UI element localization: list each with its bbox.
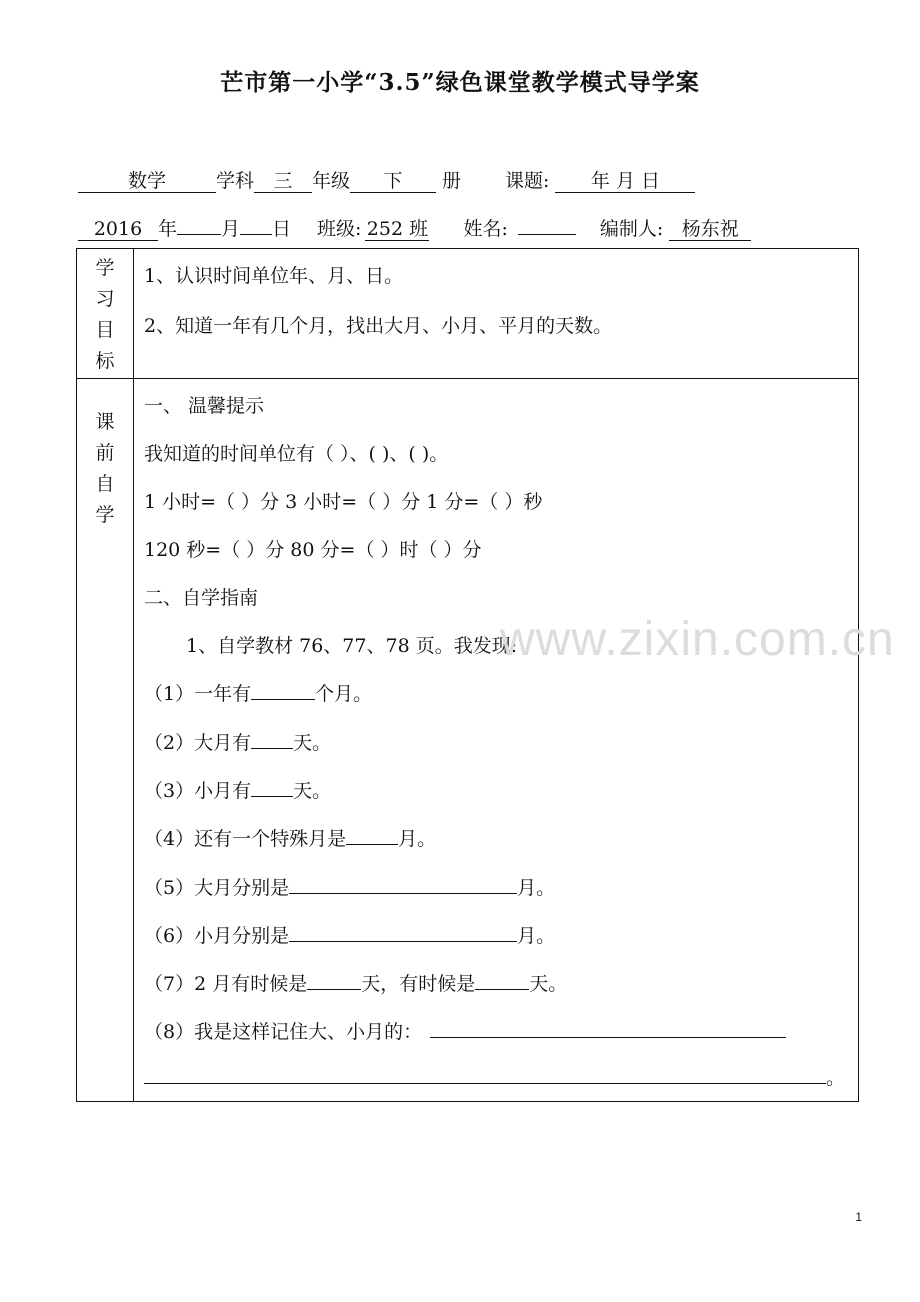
section-2-intro: 1、自学教材 76、77、78 页。我发现: — [186, 635, 518, 657]
day-label: 日 — [272, 218, 292, 240]
answer-blank[interactable] — [475, 971, 529, 990]
topic-value: 年 月 日 — [555, 170, 695, 193]
editor-label: 编制人: — [599, 218, 664, 240]
page-number: 1 — [855, 1210, 862, 1224]
name-blank[interactable] — [518, 234, 576, 235]
name-label: 姓名: — [463, 218, 508, 240]
header-row-2 — [78, 214, 751, 241]
answer-blank[interactable] — [346, 826, 398, 845]
subject-suffix: 学科 — [216, 170, 255, 192]
page-title: 芒市第一小学“3.5”绿色课堂教学模式导学案 — [220, 69, 700, 96]
answer-blank[interactable] — [144, 1065, 826, 1084]
header-row-1 — [78, 166, 695, 193]
question-8: （8）我是这样记住大、小月的： — [144, 1017, 786, 1044]
class-value: 252 班 — [366, 218, 429, 240]
year-label: 年 — [158, 218, 178, 240]
answer-blank[interactable] — [307, 971, 361, 990]
goals-content — [134, 249, 859, 379]
answer-blank[interactable] — [251, 778, 293, 797]
month-blank[interactable] — [177, 234, 221, 235]
class-label: 班级: — [317, 218, 362, 240]
question-5: （5）大月分别是 月。 — [144, 877, 556, 899]
editor-value: 杨东祝 — [669, 218, 751, 241]
grade-value: 三 — [254, 170, 312, 193]
month-label: 月 — [221, 218, 241, 240]
units-question: 我知道的时间单位有（ ）、( )、( )。 — [144, 443, 449, 465]
preview-content — [134, 379, 859, 1102]
question-3: （3）小月有 天。 — [144, 780, 332, 802]
answer-blank[interactable] — [251, 681, 315, 700]
day-blank[interactable] — [240, 234, 272, 235]
preview-row — [77, 379, 859, 1102]
question-8-continued: 。 — [144, 1063, 845, 1090]
year-value: 2016 — [78, 218, 158, 241]
goal-item: 1、认识时间单位年、月、日。 — [144, 265, 404, 287]
question-6: （6）小月分别是 月。 — [144, 925, 556, 947]
grade-suffix: 年级 — [312, 170, 351, 192]
goals-row — [77, 249, 859, 379]
goals-label: 学 习 目 标 — [77, 249, 134, 379]
section-1-title: 一、 温馨提示 — [144, 395, 265, 417]
watermark: www.zixin.com.cn — [500, 613, 895, 666]
volume-value: 下 — [350, 170, 436, 193]
topic-label: 课题: — [505, 170, 550, 192]
question-2: （2）大月有 天。 — [144, 732, 332, 754]
answer-blank[interactable] — [289, 875, 517, 894]
conversion-line-2: 120 秒=（ ）分 80 分=（ ）时（ ）分 — [144, 539, 482, 561]
question-1: （1）一年有 个月。 — [144, 683, 373, 705]
preview-label: 课 前 自 学 — [77, 379, 134, 1102]
section-2-title: 二、自学指南 — [144, 587, 259, 609]
question-7: （7）2 月有时候是 天，有时候是 天。 — [144, 973, 568, 995]
volume-suffix: 册 — [442, 170, 462, 192]
goal-item: 2、知道一年有几个月，找出大月、小月、平月的天数。 — [144, 315, 613, 337]
answer-blank[interactable] — [430, 1019, 786, 1038]
worksheet-table — [76, 248, 859, 1102]
answer-blank[interactable] — [251, 730, 293, 749]
conversion-line-1: 1 小时=（ ）分 3 小时=（ ）分 1 分=（ ）秒 — [144, 491, 543, 513]
answer-blank[interactable] — [289, 923, 517, 942]
question-4: （4）还有一个特殊月是 月。 — [144, 828, 437, 850]
subject-value: 数学 — [78, 170, 216, 193]
